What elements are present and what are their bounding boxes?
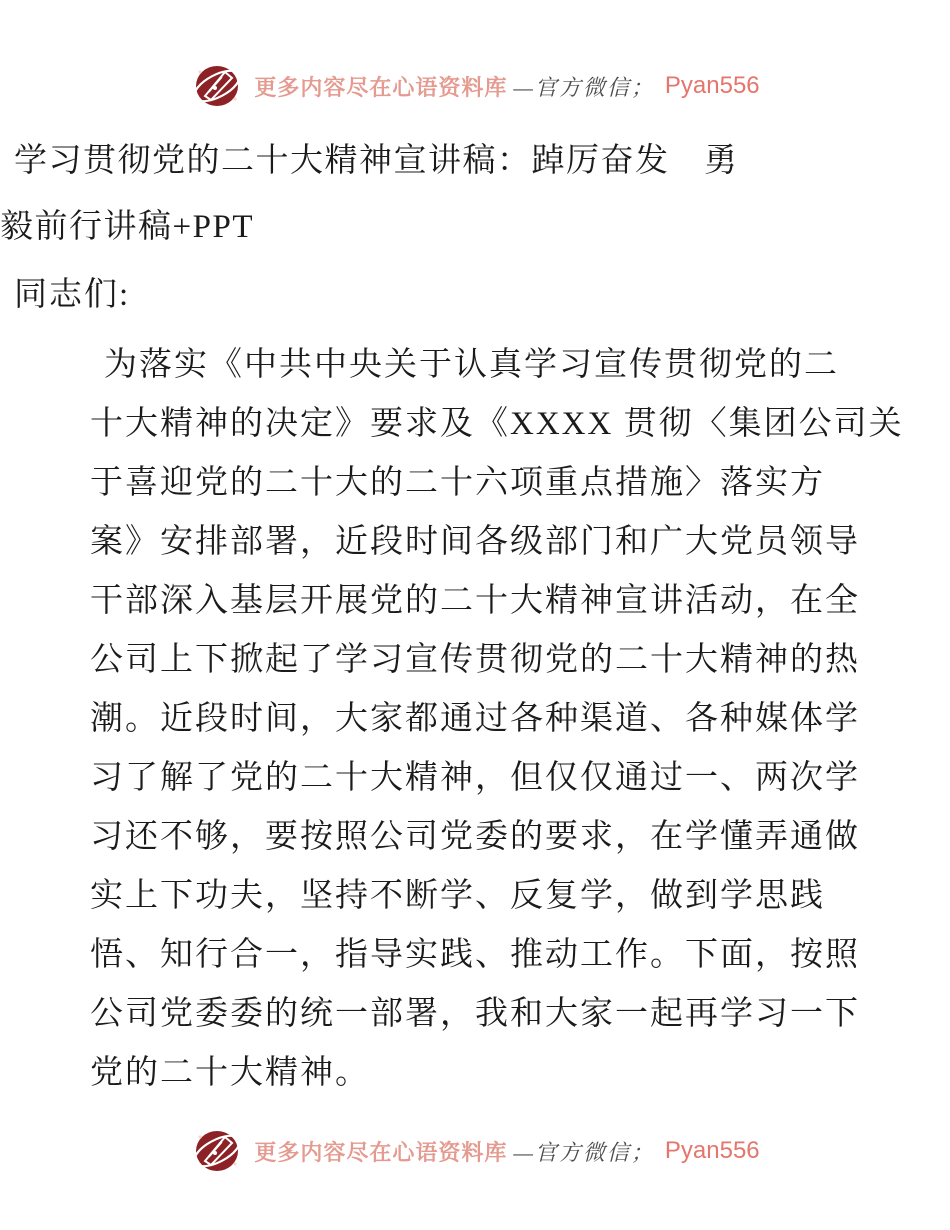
body-line: 十大精神的决定》要求及《XXXX 贯彻〈集团公司关	[90, 406, 904, 442]
title-line: 毅前行讲稿+PPT	[0, 209, 254, 245]
body-line: 公司党委委的统一部署，我和大家一起再学习一下	[90, 996, 860, 1032]
wechat-id: Pyan556	[664, 72, 760, 99]
footer-wechat-id: Pyan556	[664, 1137, 760, 1164]
official-wechat-label: —官方微信；	[513, 74, 655, 100]
document-title	[0, 128, 950, 260]
body-line: 习了解了党的二十大精神，但仅仅通过一、两次学	[90, 760, 860, 796]
body-line: 公司上下掀起了学习宣传贯彻党的二十大精神的热	[90, 642, 860, 678]
footer-pen-logo-icon	[190, 1126, 244, 1176]
body-line: 为落实《中共中央关于认真学习宣传贯彻党的二	[104, 347, 839, 383]
footer-brand-text: 更多内容尽在心语资料库	[254, 1139, 508, 1165]
brand-text: 更多内容尽在心语资料库	[254, 74, 508, 100]
body-line: 党的二十大精神。	[90, 1055, 370, 1091]
title-line: 学习贯彻党的二十大精神宣讲稿：踔厉奋发 勇	[14, 143, 739, 179]
body-line: 习还不够，要按照公司党委的要求，在学懂弄通做	[90, 819, 860, 855]
body-line: 潮。近段时间，大家都通过各种渠道、各种媒体学	[90, 701, 860, 737]
footer-official-wechat-label: —官方微信；	[513, 1139, 655, 1165]
greeting: 同志们:	[14, 277, 131, 313]
body-line: 悟、知行合一，指导实践、推动工作。下面，按照	[90, 937, 860, 973]
body-line: 于喜迎党的二十大的二十六项重点措施〉落实方	[90, 465, 825, 501]
body-line: 实上下功夫，坚持不断学、反复学，做到学思践	[90, 878, 825, 914]
body-line: 案》安排部署，近段时间各级部门和广大党员领导	[90, 524, 860, 560]
pen-logo-icon	[190, 61, 244, 111]
footer-brand-bar	[0, 1125, 950, 1177]
body-paragraph	[90, 336, 904, 1103]
header-brand-bar	[0, 60, 950, 112]
body-line: 干部深入基层开展党的二十大精神宣讲活动，在全	[90, 583, 860, 619]
